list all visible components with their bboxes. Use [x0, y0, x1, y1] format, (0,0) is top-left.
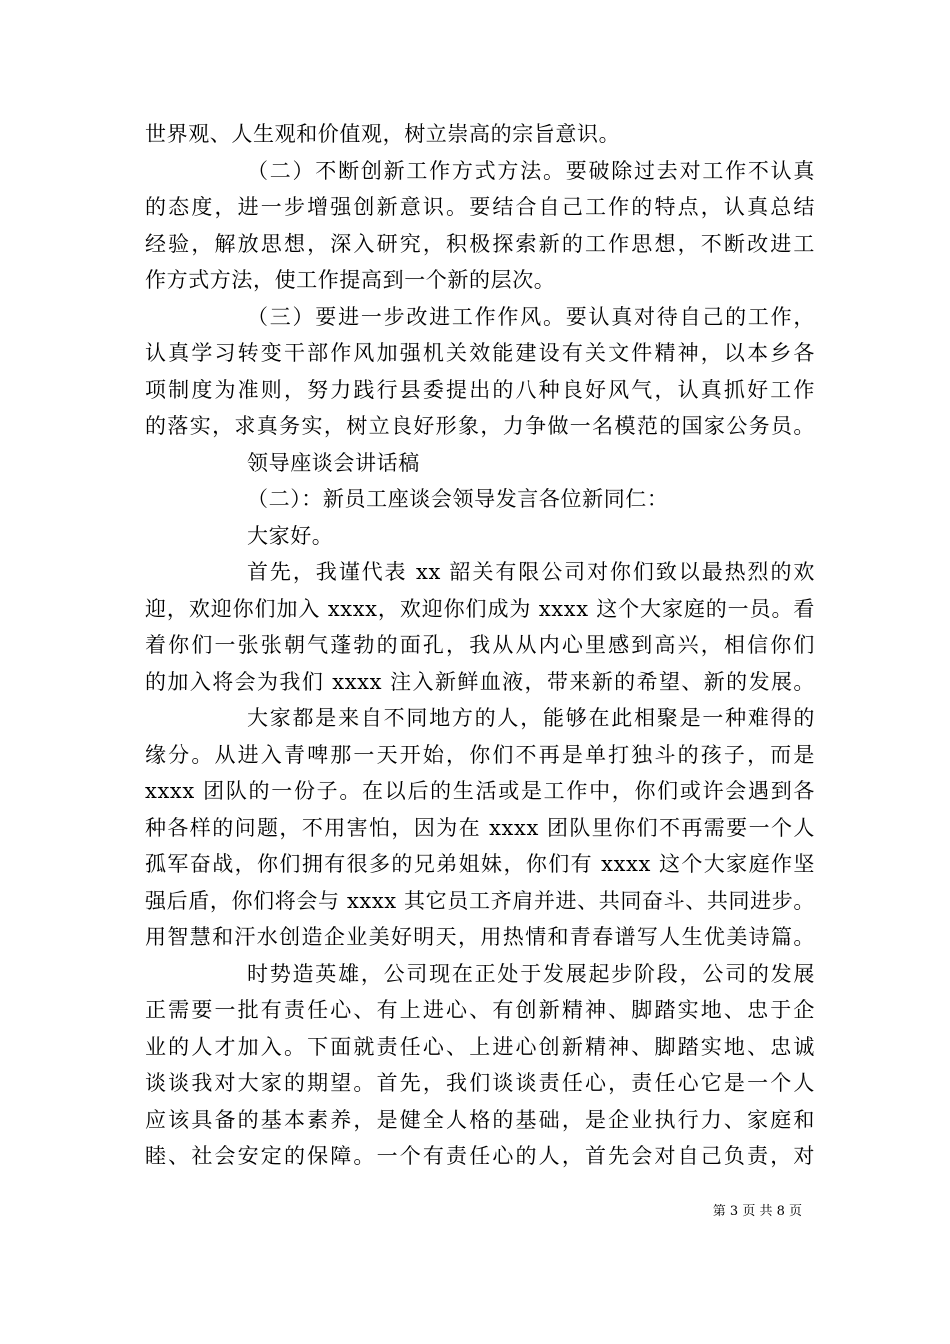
text-line: 大家都是来自不同地方的人，能够在此相聚是一种难得的: [247, 706, 815, 730]
text-line: 孤军奋战，你们拥有很多的兄弟姐妹，你们有 xxxx 这个大家庭作坚: [145, 852, 815, 876]
text-line: 世界观、人生观和价值观，树立崇高的宗旨意识。: [145, 122, 621, 146]
text-line: 睦、社会安定的保障。一个有责任心的人，首先会对自己负责，对: [145, 1144, 815, 1168]
text-line: 缘分。从进入青啤那一天开始，你们不再是单打独斗的孩子，而是: [145, 742, 815, 767]
text-line: 的落实，求真务实，树立良好形象，力争做一名模范的国家公务员。: [145, 414, 815, 438]
text-line: 作方式方法，使工作提高到一个新的层次。: [145, 268, 556, 292]
text-line: 应该具备的基本素养，是健全人格的基础，是企业执行力、家庭和: [145, 1107, 815, 1132]
text-line: 谈谈我对大家的期望。首先，我们谈谈责任心，责任心它是一个人: [145, 1071, 815, 1095]
text-line: 强后盾，你们将会与 xxxx 其它员工齐肩并进、共同奋斗、共同进步。: [145, 888, 815, 913]
text-line: xxxx 团队的一份子。在以后的生活或是工作中，你们或许会遇到各: [145, 779, 815, 803]
text-line: 用智慧和汗水创造企业美好明天，用热情和青春谱写人生优美诗篇。: [145, 925, 815, 949]
text-line: 着你们一张张朝气蓬勃的面孔，我从从内心里感到高兴，相信你们: [145, 633, 815, 657]
text-line: 大家好。: [247, 523, 334, 548]
text-line: 经验，解放思想，深入研究，积极探索新的工作思想，不断改进工: [145, 231, 815, 256]
text-line: 领导座谈会讲话稿: [247, 450, 420, 475]
text-line: 首先，我谨代表 xx 韶关有限公司对你们致以最热烈的欢: [247, 560, 815, 584]
text-line: 种各样的问题，不用害怕，因为在 xxxx 团队里你们不再需要一个人: [145, 815, 815, 840]
text-line: 的态度，进一步增强创新意识。要结合自己工作的特点，认真总结: [145, 195, 815, 219]
text-line: 时势造英雄，公司现在正处于发展起步阶段，公司的发展: [247, 961, 815, 986]
text-line: 正需要一批有责任心、有上进心、有创新精神、脚踏实地、忠于企: [145, 998, 815, 1022]
text-line: （二）不断创新工作方式方法。要破除过去对工作不认真: [247, 158, 815, 183]
text-line: 的加入将会为我们 xxxx 注入新鲜血液，带来新的希望、新的发展。: [145, 669, 815, 694]
text-line: 业的人才加入。下面就责任心、上进心创新精神、脚踏实地、忠诚: [145, 1034, 815, 1059]
text-line: （三）要进一步改进工作作风。要认真对待自己的工作，: [247, 304, 815, 329]
page-number: 第 3 页 共 8 页: [712, 1204, 802, 1219]
text-line: 认真学习转变干部作风加强机关效能建设有关文件精神，以本乡各: [145, 341, 815, 365]
text-line: 项制度为准则，努力践行县委提出的八种良好风气，认真抓好工作: [145, 377, 815, 402]
text-line: 迎，欢迎你们加入 xxxx，欢迎你们成为 xxxx 这个大家庭的一员。看: [145, 596, 815, 621]
text-line: （二）：新员工座谈会领导发言各位新同仁：: [247, 487, 669, 511]
body-text: [145, 116, 815, 1175]
